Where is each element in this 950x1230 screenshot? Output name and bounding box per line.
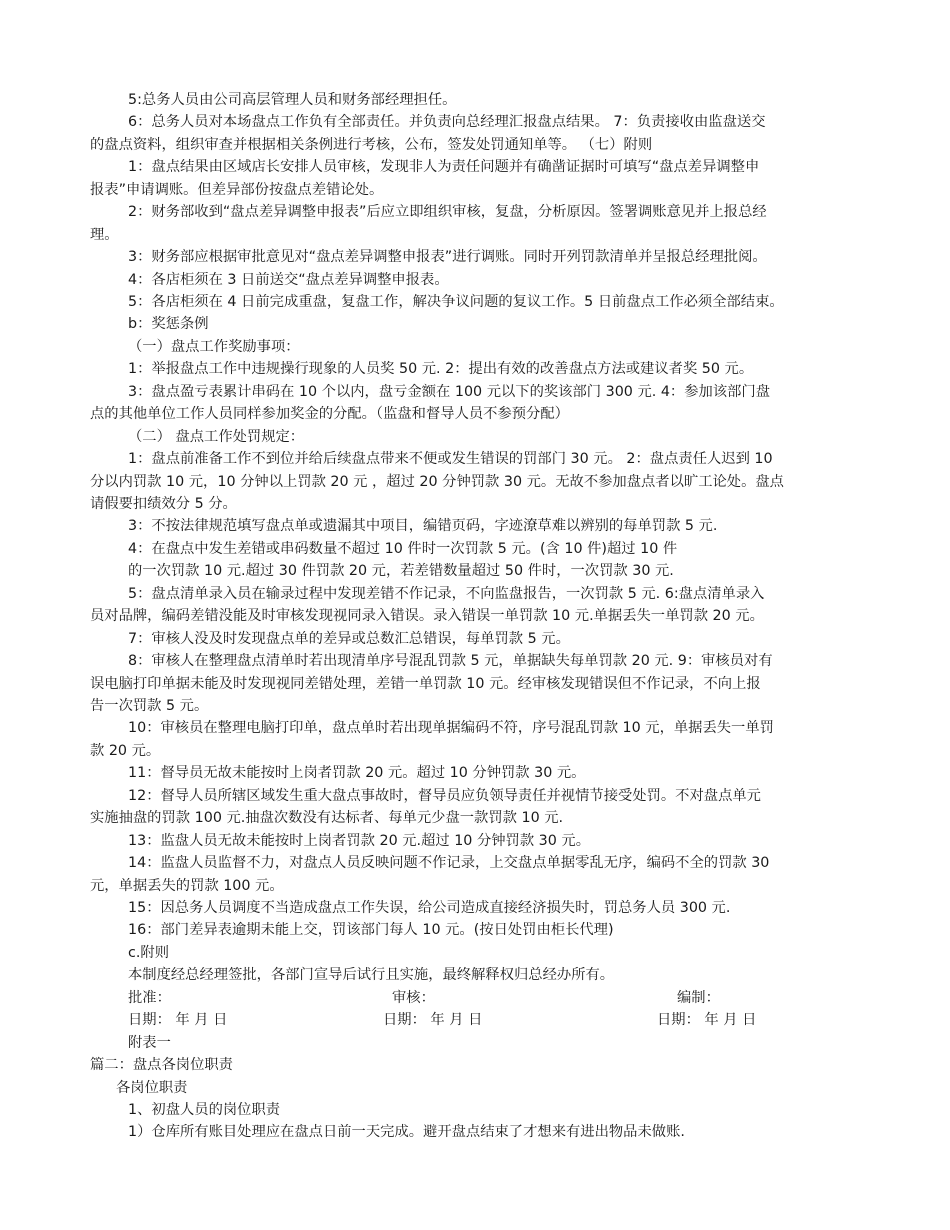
text-line: 5：盘点清单录入员在输录过程中发现差错不作记录，不向监盘报告，一次罚款 5 元. 6:盘点清单录入 [128, 586, 765, 602]
chapter-heading: 篇二：盘点各岗位职责 [90, 1057, 233, 1073]
text-line: 本制度经总经理签批，各部门宣导后试行且实施，最终解释权归总经办所有。 [128, 967, 615, 983]
text-line: 分以内罚款 10 元，10 分钟以上罚款 20 元 ，超过 20 分钟罚款 30 元。无故不参加盘点者以旷工论处。盘点 [90, 474, 784, 490]
compile-date: 日期： 年 月 日 [657, 1012, 757, 1028]
text-line: 1）仓库所有账目处理应在盘点日前一天完成。避开盘点结束了才想来有进出物品未做账. [128, 1124, 685, 1140]
text-line: 请假要扣绩效分 5 分。 [90, 496, 237, 512]
text-line: 告一次罚款 5 元。 [90, 698, 209, 714]
text-line: 6：总务人员对本场盘点工作负有全部责任。并负责向总经理汇报盘点结果。 7：负责接收由监盘送交 [128, 114, 766, 130]
text-line: 点的其他单位工作人员同样参加奖金的分配。（监盘和督导人员不参预分配） [90, 406, 569, 422]
text-line: 误电脑打印单据未能及时发现视同差错处理，差错一单罚款 10 元。经审核发现错误但不作记录，不向上报 [90, 676, 761, 692]
text-line: 2：财务部收到“盘点差异调整申报表”后应立即组织审核，复盘，分析原因。签署调账意见并上报总经 [128, 204, 767, 220]
text-line: 的盘点资料，组织审查并根据相关条例进行考核，公布，签发处罚通知单等。 （七）附则 [90, 137, 653, 153]
text-line: 5:总务人员由公司高层管理人员和财务部经理担任。 [128, 92, 457, 108]
section-heading: （一）盘点工作奖励事项： [128, 339, 300, 355]
compile-label: 编制： [677, 990, 720, 1006]
sub-heading: 各岗位职责 [116, 1080, 188, 1096]
text-line: 10：审核员在整理电脑打印单，盘点单时若出现单据编码不符，序号混乱罚款 10 元，单据丢失一单罚 [128, 720, 774, 736]
text-line: 员对品牌，编码差错没能及时审核发现视同录入错误。录入错误一单罚款 10 元.单据丢失一单罚款 20 元。 [90, 608, 764, 624]
text-line: 15：因总务人员调度不当造成盘点工作失误，给公司造成直接经济损失时，罚总务人员 300 元. [128, 900, 731, 916]
section-heading: （二） 盘点工作处罚规定： [128, 429, 305, 445]
text-line: 14：监盘人员监督不力，对盘点人员反映问题不作记录，上交盘点单据零乱无序，编码不全的罚款 30 [128, 855, 770, 871]
text-line: 16：部门差异表逾期未能上交，罚该部门每人 10 元。(按日处罚由柜长代理) [128, 922, 614, 938]
text-line: 理。 [90, 227, 119, 243]
section-heading: c.附则 [128, 945, 169, 961]
text-line: 8：审核人在整理盘点清单时若出现清单序号混乱罚款 5 元，单据缺失每单罚款 20 元. 9：审核员对有 [128, 653, 773, 669]
sub-heading: 1、初盘人员的岗位职责 [128, 1102, 281, 1118]
text-line: 1：盘点结果由区域店长安排人员审核，发现非人为责任问题并有确凿证据时可填写“盘点差异调整申 [128, 159, 760, 175]
text-line: 3：财务部应根据审批意见对“盘点差异调整申报表”进行调账。同时开列罚款清单并呈报总经理批阅。 [128, 249, 767, 265]
text-line: 12：督导人员所辖区域发生重大盘点事故时，督导员应负领导责任并视情节接受处罚。不对盘点单元 [128, 788, 761, 804]
text-line: 4：在盘点中发生差错或串码数量不超过 10 件时一次罚款 5 元。(含 10 件)超过 10 件 [128, 541, 678, 557]
text-line: 3：盘点盈亏表累计串码在 10 个以内，盘亏金额在 100 元以下的奖该部门 300 元. 4：参加该部门盘 [128, 384, 771, 400]
approve-label: 批准： [128, 990, 171, 1006]
text-line: 4：各店柜须在 3 日前送交“盘点差异调整申报表。 [128, 272, 449, 288]
text-line: 1：盘点前准备工作不到位并给后续盘点带来不便或发生错误的罚部门 30 元。 2：盘点责任人迟到 10 [128, 451, 773, 467]
text-line: 7：审核人没及时发现盘点单的差异或总数汇总错误，每单罚款 5 元。 [128, 631, 570, 647]
text-line: 款 20 元。 [90, 743, 161, 759]
text-line: 实施抽盘的罚款 100 元.抽盘次数没有达标者、每单元少盘一款罚款 10 元. [90, 810, 564, 826]
appendix-label: 附表一 [128, 1035, 171, 1051]
section-heading: b：奖惩条例 [128, 316, 209, 332]
text-line: 13：监盘人员无故未能按时上岗者罚款 20 元.超过 10 分钟罚款 30 元。 [128, 833, 591, 849]
review-date: 日期： 年 月 日 [383, 1012, 483, 1028]
text-line: 3：不按法律规范填写盘点单或遗漏其中项目，编错页码，字迹潦草难以辨别的每单罚款 5 元. [128, 518, 718, 534]
approve-date: 日期： 年 月 日 [128, 1012, 228, 1028]
text-line: 5：各店柜须在 4 日前完成重盘，复盘工作，解决争议问题的复议工作。5 日前盘点工作必须全部结束。 [128, 294, 784, 310]
text-line: 11：督导员无故未能按时上岗者罚款 20 元。超过 10 分钟罚款 30 元。 [128, 765, 586, 781]
text-line: 报表”申请调账。但差异部份按盘点差错论处。 [90, 182, 384, 198]
text-line: 1：举报盘点工作中违规操行现象的人员奖 50 元. 2：提出有效的改善盘点方法或建议者奖 50 元。 [128, 361, 754, 377]
review-label: 审核： [392, 990, 435, 1006]
text-line: 元，单据丢失的罚款 100 元。 [90, 878, 284, 894]
text-line: 的一次罚款 10 元.超过 30 件罚款 20 元，若差错数量超过 50 件时，一次罚款 30 元. [128, 563, 674, 579]
